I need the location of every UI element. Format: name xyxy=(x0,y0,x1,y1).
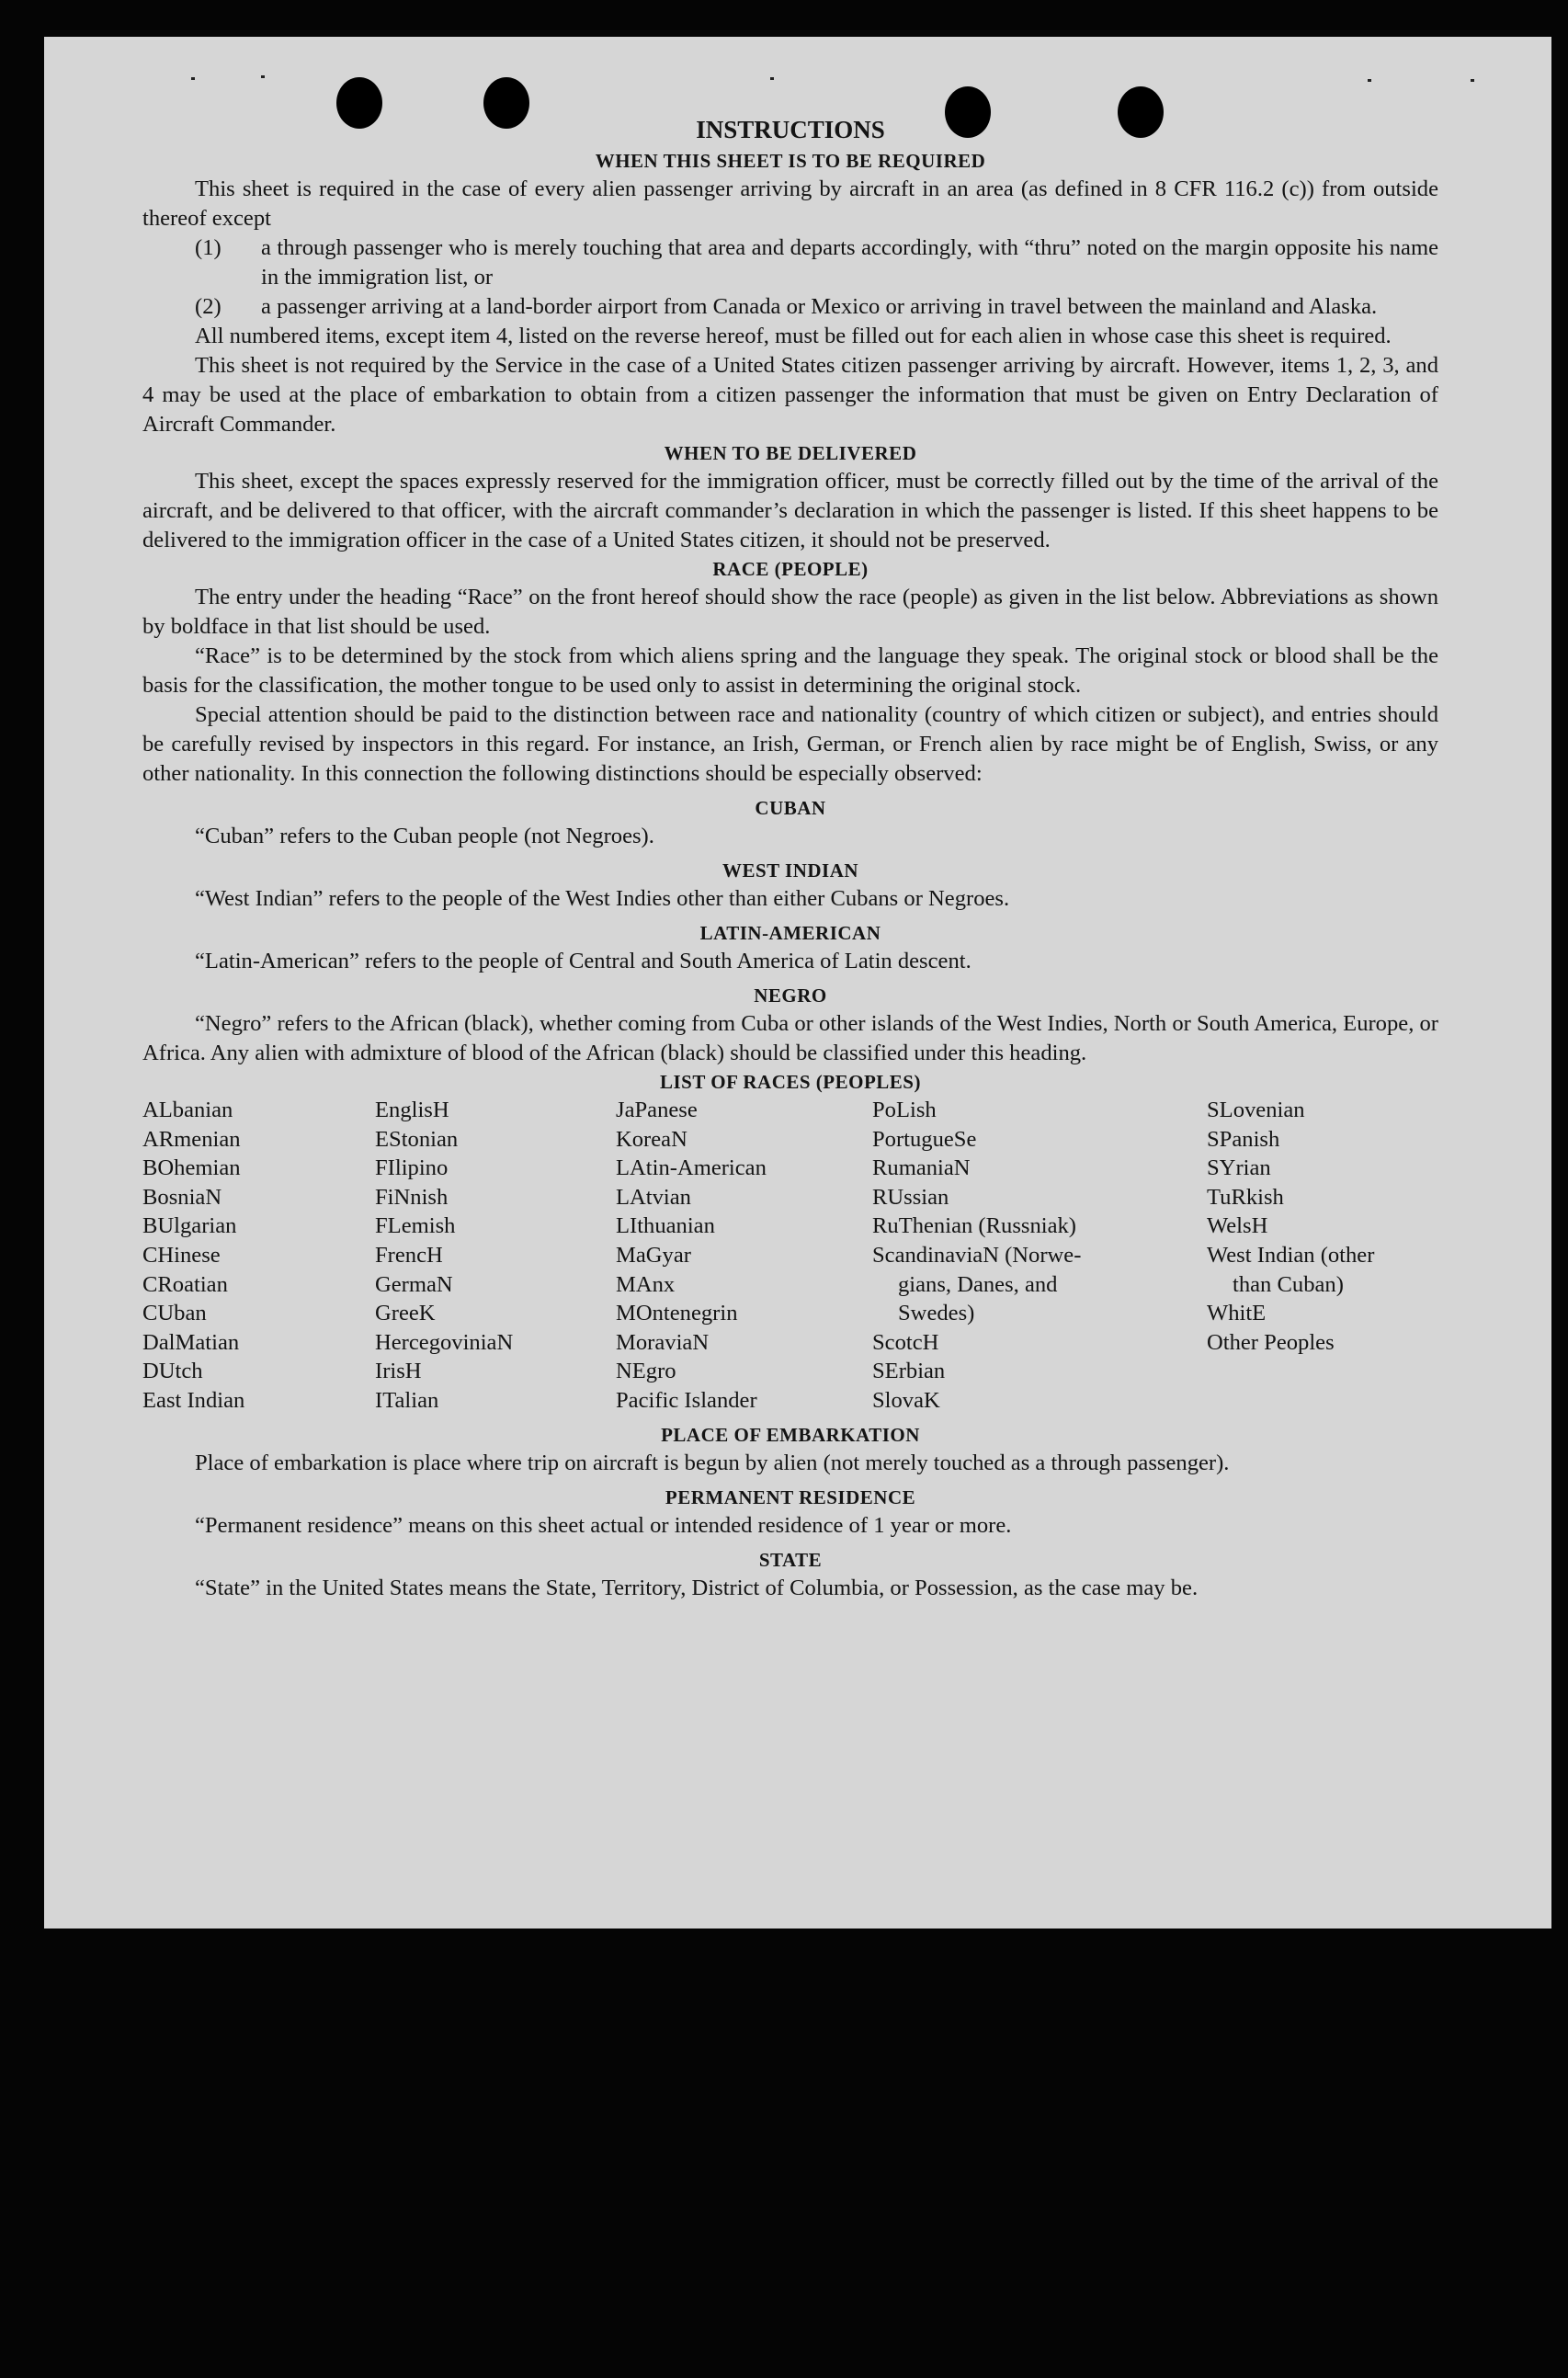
race-entry: WelsH xyxy=(1207,1213,1268,1239)
race-entry: SErbian xyxy=(872,1359,946,1384)
race-entry: Pacific Islander xyxy=(616,1387,757,1413)
section-heading-cuban: CUBAN xyxy=(755,797,826,819)
race-entry: EnglisH xyxy=(375,1098,449,1122)
race-entry: KoreaN xyxy=(616,1126,687,1152)
race-entry: RUssian xyxy=(872,1184,949,1210)
race-entry: WhitE xyxy=(1207,1301,1267,1326)
section-heading-race: RACE (PEOPLE) xyxy=(712,558,869,580)
section-heading-when-delivered: WHEN TO BE DELIVERED xyxy=(664,442,917,464)
paragraph-residence: “Permanent residence” means on this sheet actual or intended residence of 1 year or more. xyxy=(195,1512,1012,1538)
paragraph-negro: “Negro” refers to the African (black), whether coming from Cuba or other islands of the West Indies, North or South America, Europe, or Africa. Any alien with admixture of blood of the African (black) should be classified under this heading. xyxy=(142,1011,1438,1065)
section-heading-state: STATE xyxy=(758,1548,823,1571)
race-entry: BOhemian xyxy=(142,1155,241,1181)
exception-item xyxy=(142,292,1438,322)
races-column xyxy=(142,1096,375,1416)
paragraph-race-entry: The entry under the heading “Race” on the front hereof should show the race (people) as given in the list below. Abbreviations as shown by boldface in that list should be used. xyxy=(142,585,1438,639)
race-entry: PortugueSe xyxy=(872,1126,977,1152)
section-heading-west-indian: WEST INDIAN xyxy=(722,859,859,882)
exception-text: a passenger arriving at a land-border airport from Canada or Mexico or arriving in travel between the mainland and Alaska. xyxy=(261,294,1378,319)
race-entry: ALbanian xyxy=(142,1098,233,1122)
paper-speck xyxy=(1368,79,1371,82)
race-entry: MAnx xyxy=(616,1271,676,1297)
paragraph-race-stock: “Race” is to be determined by the stock from which aliens spring and the language they speak. The original stock or blood shall be the basis for the classification, the mother tongue to be used only to assist in determining the original stock. xyxy=(142,643,1438,698)
paragraph-race-nationality: Special attention should be paid to the distinction between race and nationality (country of which citizen or subject), and entries should be carefully revised by inspectors in this regard. For instance, an Irish, German, or French alien by race might be of English, Swiss, or any other nationality. In this connection the following distinctions should be especially observed: xyxy=(142,702,1438,786)
race-entry: DUtch xyxy=(142,1359,203,1384)
paper-speck xyxy=(191,77,195,80)
race-entry: MaGyar xyxy=(616,1242,691,1268)
race-entry: GermaN xyxy=(375,1271,453,1297)
races-column xyxy=(872,1096,1207,1416)
paragraph-when-delivered: This sheet, except the spaces expressly reserved for the immigration officer, must be correctly filled out by the time of the arrival of the aircraft, and be delivered to that officer, with the aircraft commander’s declaration in which the passenger is listed. If this sheet happens to be delivered to the immigration officer in the case of a United States citizen, it should not be preserved. xyxy=(142,469,1438,552)
race-entry: FIlipino xyxy=(375,1155,449,1181)
paragraph-cuban: “Cuban” refers to the Cuban people (not Negroes). xyxy=(195,824,654,848)
race-entry: CHinese xyxy=(142,1242,221,1268)
race-entry: ScandinaviaN (Norwe- xyxy=(872,1242,1082,1268)
race-entry: FiNnish xyxy=(375,1184,449,1210)
exception-number: (1) xyxy=(195,235,222,260)
race-entry: FLemish xyxy=(375,1213,456,1239)
race-entry: DalMatian xyxy=(142,1329,240,1355)
race-entry: SPanish xyxy=(1207,1126,1280,1152)
race-entry: ScotcH xyxy=(872,1329,939,1355)
instructions-text xyxy=(142,112,1438,1603)
paragraph-latin-american: “Latin-American” refers to the people of Central and South America of Latin descent. xyxy=(195,949,971,973)
race-entry: West Indian (other xyxy=(1207,1242,1375,1268)
paragraph-state: “State” in the United States means the State, Territory, District of Columbia, or Possession, as the case may be. xyxy=(195,1575,1199,1600)
race-entry: MOntenegrin xyxy=(616,1301,738,1326)
race-entry: NEgro xyxy=(616,1359,676,1384)
exception-item xyxy=(142,233,1438,292)
race-entry: Other Peoples xyxy=(1207,1329,1335,1355)
race-entry: BosniaN xyxy=(142,1184,222,1210)
section-heading-embarkation: PLACE OF EMBARKATION xyxy=(661,1423,920,1446)
race-entry: than Cuban) xyxy=(1233,1271,1344,1297)
races-list xyxy=(142,1096,1438,1416)
race-entry: LAtin-American xyxy=(616,1155,767,1181)
race-entry: SYrian xyxy=(1207,1155,1271,1181)
race-entry: JaPanese xyxy=(616,1098,698,1122)
paragraph-west-indian: “West Indian” refers to the people of the West Indies other than either Cubans or Negroes. xyxy=(195,886,1010,911)
race-entry: CUban xyxy=(142,1301,207,1326)
section-heading-negro: NEGRO xyxy=(754,984,827,1007)
paragraph-numbered-items: All numbered items, except item 4, listed on the reverse hereof, must be filled out for each alien in whose case this sheet is required. xyxy=(195,324,1392,348)
race-entry: gians, Danes, and xyxy=(898,1271,1058,1297)
paper-speck xyxy=(261,75,265,78)
exception-text: a through passenger who is merely touching that area and departs accordingly, with “thru” noted on the margin opposite his name in the immigration list, or xyxy=(261,235,1438,290)
race-entry: FrencH xyxy=(375,1242,443,1268)
section-heading-races-list: LIST OF RACES (PEOPLES) xyxy=(660,1071,921,1093)
races-column xyxy=(375,1096,616,1416)
race-entry: EStonian xyxy=(375,1126,459,1152)
race-entry: LIthuanian xyxy=(616,1213,715,1239)
section-heading-when-required: WHEN THIS SHEET IS TO BE REQUIRED xyxy=(595,150,986,172)
section-heading-latin-american: LATIN-AMERICAN xyxy=(699,922,881,944)
race-entry: BUlgarian xyxy=(142,1213,237,1239)
paragraph-embarkation: Place of embarkation is place where trip on aircraft is begun by alien (not merely touched as a through passenger). xyxy=(195,1450,1230,1475)
race-entry: East Indian xyxy=(142,1387,245,1413)
race-entry: ITalian xyxy=(375,1387,439,1413)
exception-number: (2) xyxy=(195,294,222,319)
race-entry: ARmenian xyxy=(142,1126,241,1152)
race-entry: SlovaK xyxy=(872,1387,940,1413)
section-heading-residence: PERMANENT RESIDENCE xyxy=(665,1485,916,1508)
race-entry: HercegoviniaN xyxy=(375,1329,514,1355)
race-entry: MoraviaN xyxy=(616,1329,710,1355)
races-column xyxy=(616,1096,872,1416)
paper-speck xyxy=(1471,79,1474,82)
race-entry: RumaniaN xyxy=(872,1155,971,1181)
race-entry: TuRkish xyxy=(1207,1184,1284,1210)
page-title: INSTRUCTIONS xyxy=(696,116,885,143)
paragraph-citizen: This sheet is not required by the Service in the case of a United States citizen passenger arriving by aircraft. However, items 1, 2, 3, and 4 may be used at the place of embarkation to obtain from a citizen passenger the information that must be given on Entry Declaration of Aircraft Commander. xyxy=(142,353,1438,437)
race-entry: Swedes) xyxy=(898,1301,975,1326)
paragraph-when-required-intro: This sheet is required in the case of every alien passenger arriving by aircraft in an area (as defined in 8 CFR 116.2 (c)) from outside thereof except xyxy=(142,176,1438,231)
race-entry: RuThenian (Russniak) xyxy=(872,1213,1076,1239)
race-entry: IrisH xyxy=(375,1359,422,1384)
race-entry: SLovenian xyxy=(1207,1098,1305,1122)
race-entry: GreeK xyxy=(375,1301,436,1326)
race-entry: LAtvian xyxy=(616,1184,691,1210)
races-column xyxy=(1207,1096,1438,1416)
race-entry: CRoatian xyxy=(142,1271,228,1297)
race-entry: PoLish xyxy=(872,1098,937,1122)
paper-speck xyxy=(770,77,774,80)
